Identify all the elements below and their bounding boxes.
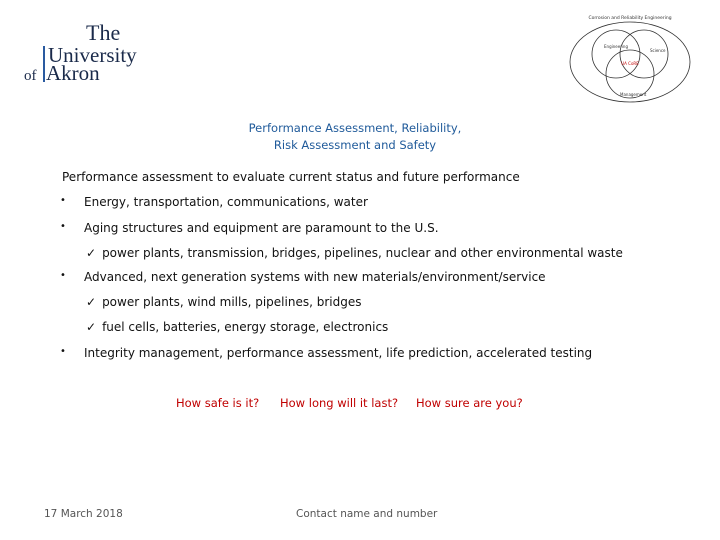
slide-title-line2: Risk Assessment and Safety bbox=[273, 138, 437, 152]
bullet-text: Integrity management, performance assessment, life prediction, accelerated testing bbox=[84, 346, 593, 360]
slide-title-line1: Performance Assessment, Reliability, bbox=[248, 121, 462, 135]
checkmark-icon: ✓ bbox=[86, 295, 97, 309]
logo-line2: University bbox=[48, 43, 137, 67]
venn-label-science: Science bbox=[650, 48, 666, 53]
bullet-icon: • bbox=[60, 270, 66, 281]
logo-line1: The bbox=[86, 20, 121, 45]
checkmark-icon: ✓ bbox=[86, 246, 97, 260]
question-confidence: How sure are you? bbox=[416, 396, 523, 410]
venn-diagram bbox=[568, 12, 692, 106]
venn-circle-engineering bbox=[592, 30, 640, 78]
bullet-icon: • bbox=[60, 346, 66, 357]
venn-top-label: Corrosion and Reliability Engineering bbox=[588, 16, 672, 21]
bullet-text: Advanced, next generation systems with new materials/environment/service bbox=[84, 270, 546, 284]
logo-of: of bbox=[24, 68, 37, 84]
check-text: power plants, transmission, bridges, pipelines, nuclear and other environmental waste bbox=[102, 246, 623, 260]
check-item bbox=[86, 295, 361, 309]
checkmark-icon: ✓ bbox=[86, 320, 97, 334]
footer-contact: Contact name and number bbox=[296, 508, 438, 520]
bullet-text: Energy, transportation, communications, water bbox=[84, 195, 368, 209]
question-lifetime: How long will it last? bbox=[280, 396, 399, 410]
check-text: fuel cells, batteries, energy storage, electronics bbox=[102, 320, 389, 334]
venn-circle-science bbox=[620, 30, 668, 78]
venn-label-management: Management bbox=[620, 92, 647, 97]
venn-circle-management bbox=[606, 50, 654, 98]
slide-heading: Performance assessment to evaluate current status and future performance bbox=[62, 170, 520, 184]
bullet-icon: • bbox=[60, 195, 66, 206]
check-item bbox=[86, 320, 388, 334]
venn-center-label: UA CoRE bbox=[621, 61, 639, 66]
university-logo bbox=[24, 18, 164, 84]
check-text: power plants, wind mills, pipelines, bridges bbox=[102, 295, 362, 309]
question-safety: How safe is it? bbox=[176, 396, 260, 410]
logo-line3: Akron bbox=[46, 61, 100, 84]
footer-date: 17 March 2018 bbox=[44, 508, 123, 520]
bullet-icon: • bbox=[60, 221, 66, 232]
check-item bbox=[86, 246, 623, 260]
bullet-text: Aging structures and equipment are paramount to the U.S. bbox=[84, 221, 439, 235]
venn-label-engineering: Engineering bbox=[604, 44, 628, 49]
